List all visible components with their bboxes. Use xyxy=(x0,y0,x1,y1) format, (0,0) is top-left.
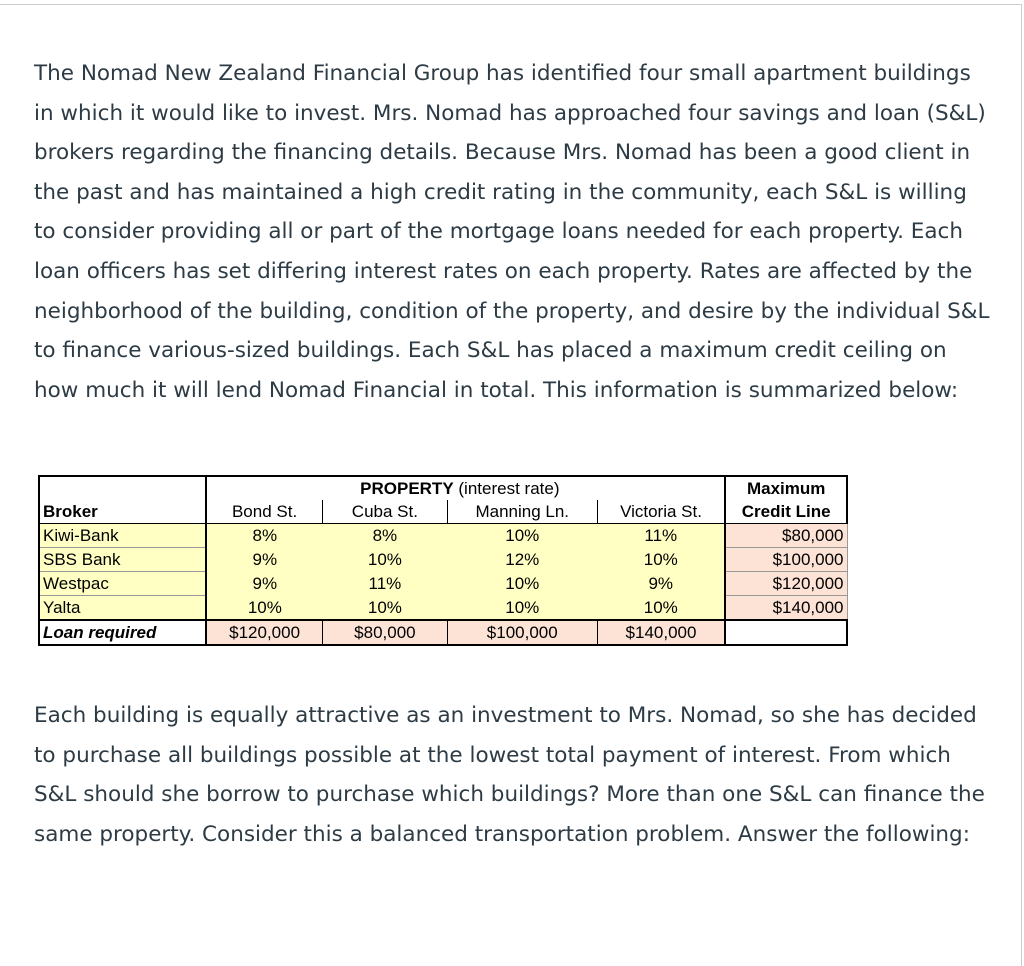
intro-paragraph: The Nomad New Zealand Financial Group has identified four small apartment buildings in which it would like to invest. Mrs. Nomad has approached four savings and loan (S&L) brokers regarding the financing details. Because Mrs. Nomad has been a good client in the past and has maintained a high credit rating in the community, each S&L is willing to consider providing all or part of the mortgage loans needed for each property. Each loan officers has set differing interest rates on each property. Rates are affected by the neighborhood of the building, condition of the property, and desire by the individual S&L to finance various-sized buildings. Each S&L has placed a maximum credit ceiling on how much it will lend Nomad Financial in total. This information is summarized below: xyxy=(34,61,990,403)
rates-table xyxy=(38,475,848,666)
broker-name: Kiwi-Bank xyxy=(39,524,206,548)
broker-name: Yalta xyxy=(39,596,206,621)
credit-cell: $80,000 xyxy=(725,524,847,548)
rate-cell: 10% xyxy=(447,596,597,621)
rate-cell: 9% xyxy=(597,572,725,596)
table-row xyxy=(39,548,847,572)
rate-cell: 10% xyxy=(597,596,725,621)
table-row xyxy=(39,572,847,596)
property-title: PROPERTY (interest rate) xyxy=(322,476,597,500)
loan-cell: $100,000 xyxy=(447,620,597,645)
rate-cell: 9% xyxy=(206,572,322,596)
col-header-manning: Manning Ln. xyxy=(447,500,597,524)
rate-cell: 11% xyxy=(597,524,725,548)
rate-cell: 11% xyxy=(322,572,447,596)
broker-header: Broker xyxy=(39,500,206,524)
rate-cell: 10% xyxy=(322,596,447,621)
loan-cell: $80,000 xyxy=(322,620,447,645)
closing-paragraph: Each building is equally attractive as an investment to Mrs. Nomad, so she has decided to purchase all buildings possible at the lowest total payment of interest. From which S&L should she borrow to purchase which buildings? More than one S&L can finance the same property. Consider this a balanced transportation problem. Answer the following: xyxy=(34,703,985,847)
broker-name: Westpac xyxy=(39,572,206,596)
rate-cell: 10% xyxy=(597,548,725,572)
max-credit-header-line2: Credit Line xyxy=(725,500,847,524)
rate-cell: 8% xyxy=(322,524,447,548)
credit-cell: $120,000 xyxy=(725,572,847,596)
loan-required-row xyxy=(39,620,847,645)
rate-cell: 10% xyxy=(447,572,597,596)
table-row xyxy=(39,524,847,548)
col-header-cuba: Cuba St. xyxy=(322,500,447,524)
rate-cell: 12% xyxy=(447,548,597,572)
loan-cell: $120,000 xyxy=(206,620,322,645)
credit-cell: $100,000 xyxy=(725,548,847,572)
credit-cell: $140,000 xyxy=(725,596,847,621)
table-row xyxy=(39,596,847,621)
col-header-bond: Bond St. xyxy=(206,500,322,524)
loan-required-label: Loan required xyxy=(39,620,206,645)
rate-cell: 10% xyxy=(322,548,447,572)
rate-cell: 10% xyxy=(206,596,322,621)
broker-name: SBS Bank xyxy=(39,548,206,572)
rate-cell: 8% xyxy=(206,524,322,548)
max-credit-header-line1: Maximum xyxy=(725,476,847,500)
col-header-victoria: Victoria St. xyxy=(597,500,725,524)
rate-cell: 9% xyxy=(206,548,322,572)
blank-header-cell xyxy=(39,476,206,500)
loan-cell: $140,000 xyxy=(597,620,725,645)
rate-cell: 10% xyxy=(447,524,597,548)
